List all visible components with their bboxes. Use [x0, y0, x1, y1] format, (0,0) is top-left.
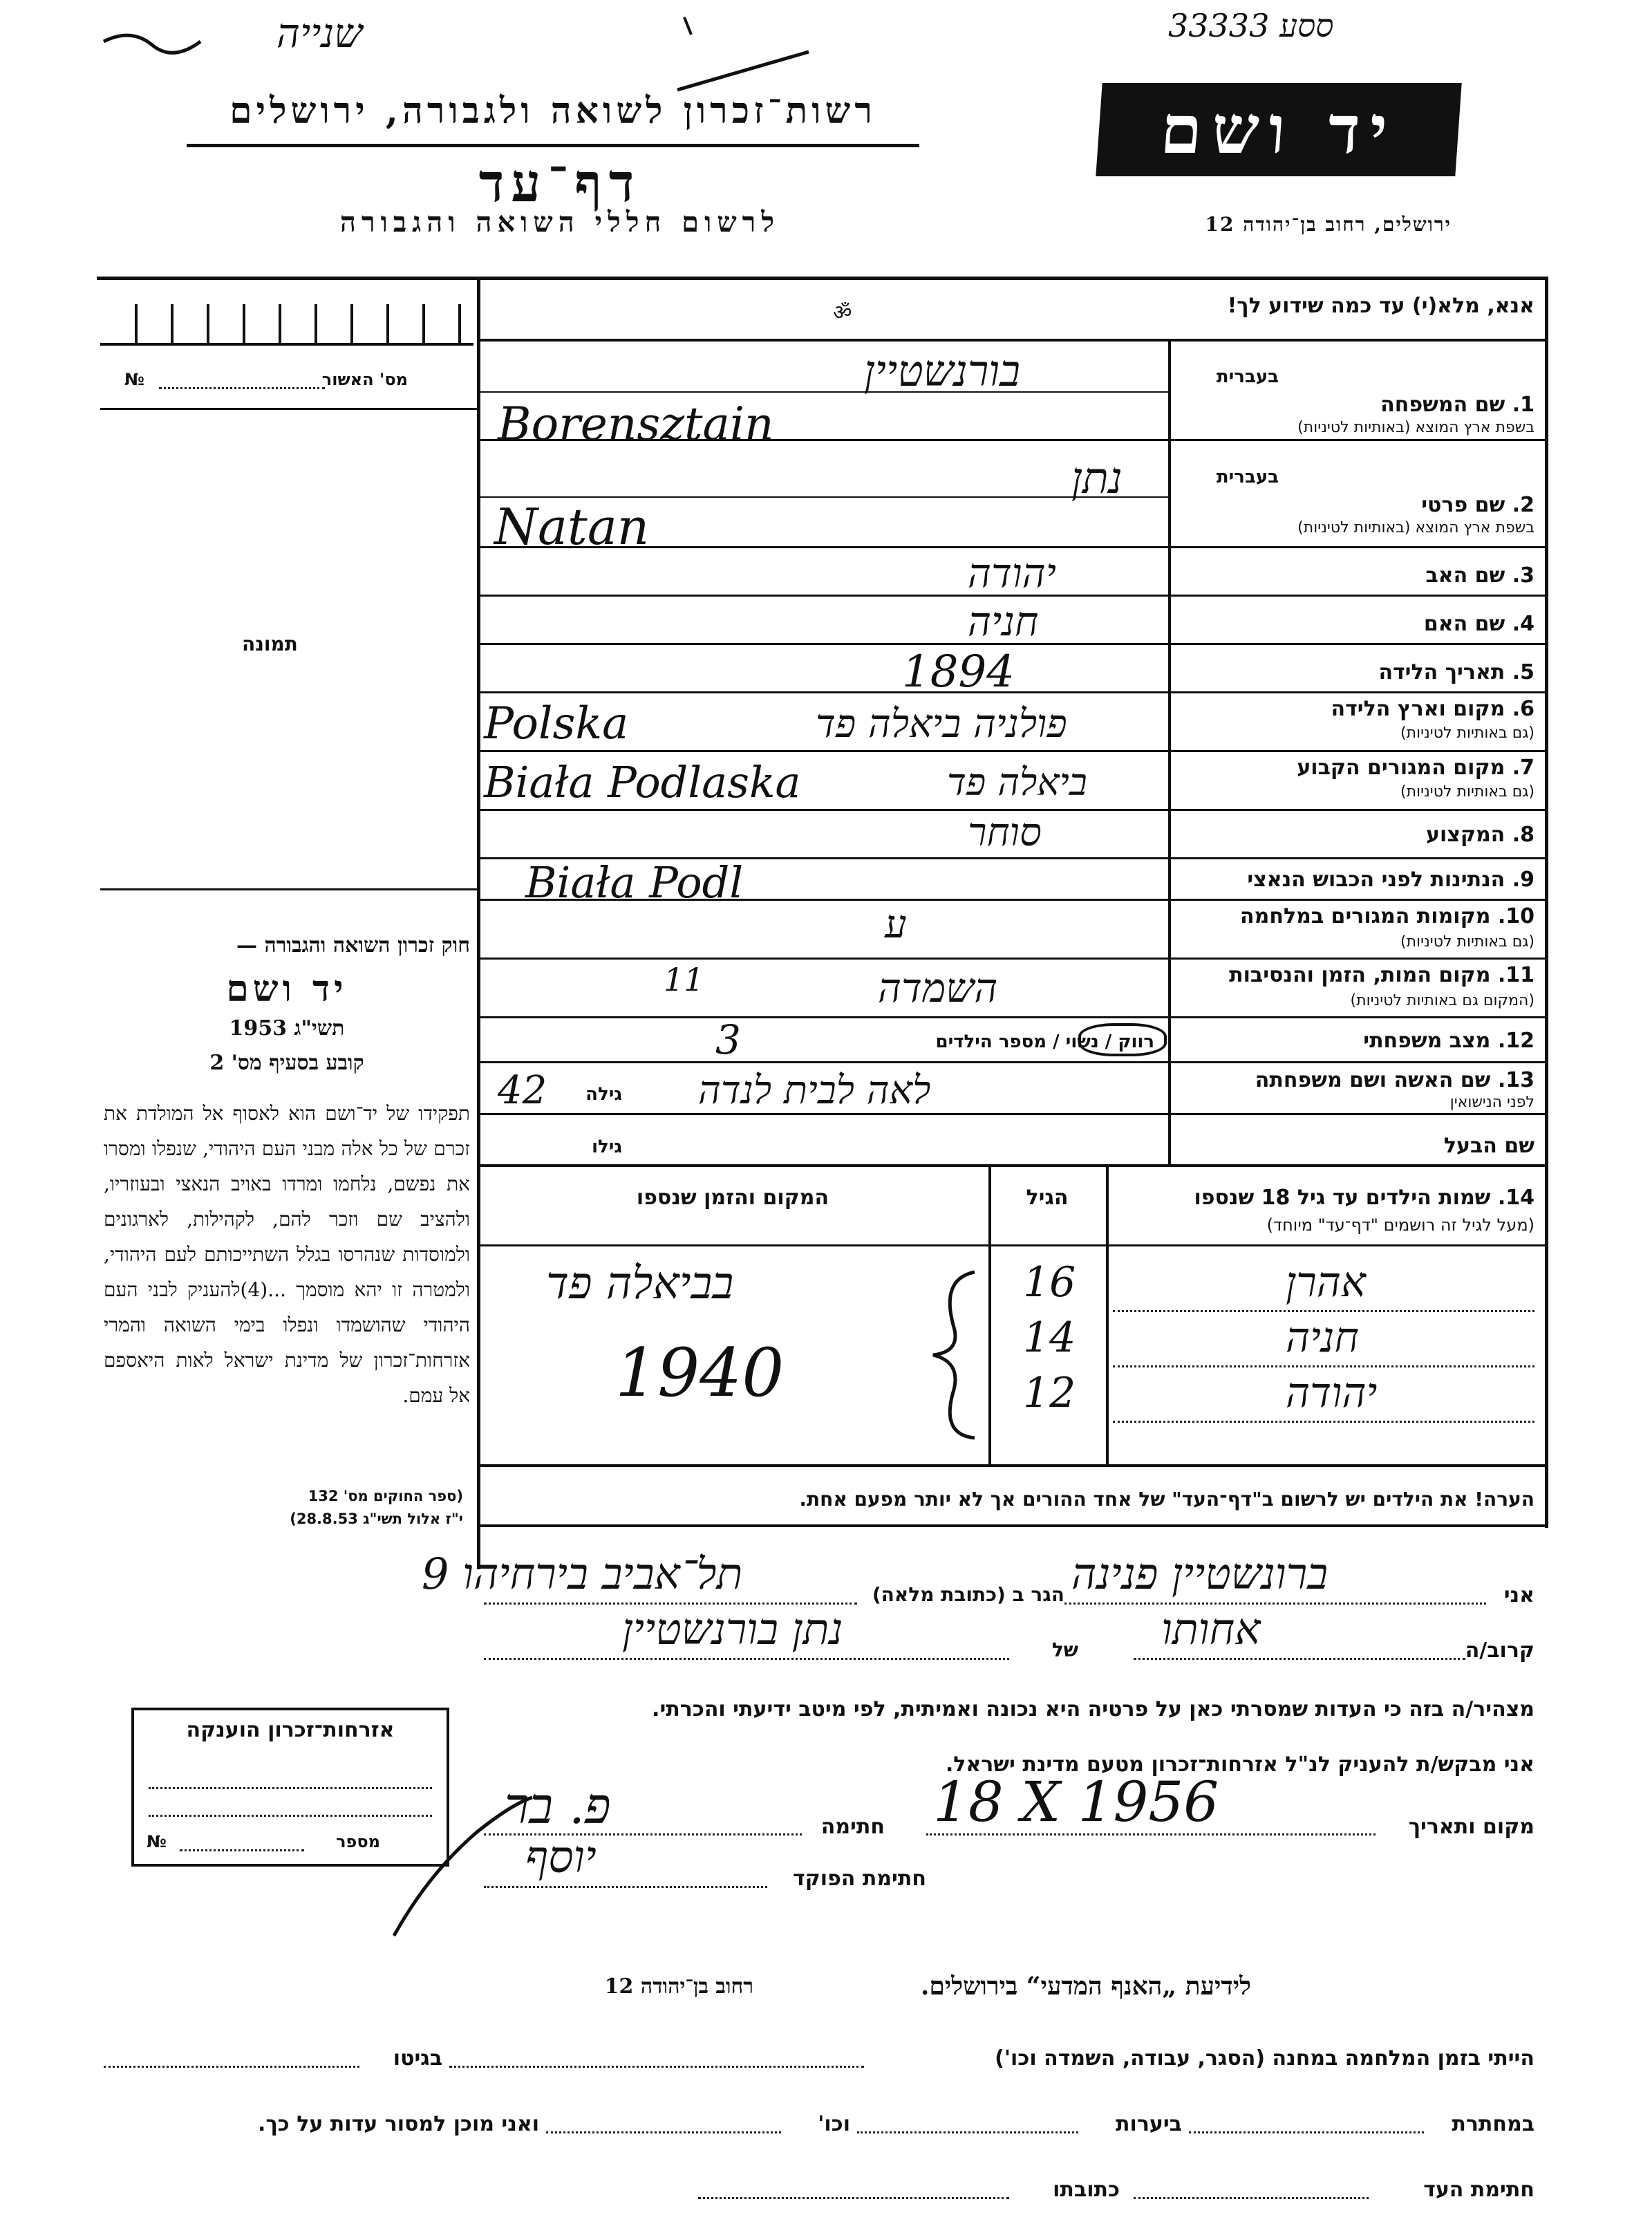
officer-signature-label: חתימת הפוקד — [793, 1867, 926, 1891]
death-place-value[interactable]: השמדה — [878, 964, 998, 1011]
frame-top — [97, 277, 1548, 280]
law-source: (ספר החוקים מס' 132 — [308, 1488, 463, 1504]
residence-hebrew-value[interactable]: ביאלה פד — [947, 760, 1087, 804]
row-line-12 — [480, 1061, 1545, 1063]
children-names-subheader: (מעל לגיל זה רושמים "דף־עד" מיוחד) — [1266, 1215, 1534, 1235]
child-3-name[interactable]: יהודה — [1286, 1369, 1378, 1417]
child-2-name[interactable]: חניה — [1286, 1314, 1359, 1362]
birthplace-sublabel: (גם באותיות לטיניות) — [1400, 725, 1534, 742]
surname-latin-sublabel: בשפת ארץ המוצא (באותיות לטיניות) — [1297, 419, 1534, 436]
residence-latin-value[interactable]: Biała Podlaska — [484, 757, 801, 807]
child-line-1 — [1113, 1310, 1534, 1312]
marital-status-label: 12. מצב משפחתי — [1363, 1029, 1534, 1053]
wife-name-value[interactable]: לאה לבית לנדה — [698, 1068, 931, 1113]
row1-mid-line — [480, 391, 1168, 393]
record-number-mark: № — [124, 370, 144, 389]
father-name-value[interactable]: יהודה — [968, 550, 1056, 597]
residence-sublabel: (גם באותיות לטיניות) — [1400, 783, 1534, 801]
intro-bottom-line — [477, 339, 1548, 342]
relation-line — [1134, 1658, 1465, 1660]
child-2-age[interactable]: 14 — [1023, 1314, 1076, 1362]
top-handwritten-note: שנייה — [276, 10, 363, 57]
birthplace-latin-value[interactable]: Polska — [484, 698, 629, 749]
institution-name: רשות־זכרון לשואה ולגבורה, ירושלים — [229, 90, 876, 132]
law-text: תפקידו של יד־ושם הוא לאסוף אל המולדת את זכרם של כל אלה מבני העם היהודי, שנפלו ומסרו את נפשם, נלחמו ומרדו באויב הנאצי ובעוזריו, ולהציב שם וזכר להם, לקהילות, לארגונים ולמוסדות שנהרסו בגלל השתייכותם לעם היהודי, ולמטרה זו יהא מוסמך ...(4)להעניק לבני העם היהודי שהושמדו ונפלו בימי השואה והמרי אזרחות־זכרון של מדינת ישראל לאות היאספם אל עמם. — [104, 1102, 470, 1407]
surname-hebrew-sublabel: בעברית — [1216, 366, 1279, 387]
footer-ghetto-line[interactable] — [104, 2066, 359, 2068]
children-place-header: המקום והזמן שנספו — [636, 1186, 829, 1210]
footer-etc-label: וכו' — [818, 2112, 850, 2136]
profession-value[interactable]: סוחר — [968, 810, 1042, 855]
birth-date-value[interactable]: 1894 — [902, 646, 1015, 698]
citizenship-line-2 — [149, 1815, 432, 1817]
first-name-hebrew-value[interactable]: נתן — [1071, 453, 1123, 503]
intro-text: אנא, מלא(י) עד כמה שידוע לך! — [1227, 294, 1534, 318]
nationality-label: 9. הנתינות לפני הכבוש הנאצי — [1247, 868, 1534, 892]
declarant-label: אני — [1503, 1583, 1534, 1607]
place-date-value[interactable]: 18 X 1956 — [933, 1770, 1219, 1834]
photo-bottom — [100, 888, 477, 890]
of-value[interactable]: נתן בורנשטיין — [622, 1604, 843, 1654]
row-line-6 — [480, 750, 1545, 752]
citizenship-number-mark: № — [147, 1832, 167, 1851]
wife-age-label: גילה — [585, 1084, 622, 1105]
children-count-value[interactable]: 3 — [715, 1016, 741, 1063]
signature-label: חתימה — [820, 1815, 885, 1839]
law-year: תשי"ג 1953 — [229, 1016, 345, 1040]
children-death-place[interactable]: בביאלה פד — [546, 1258, 734, 1309]
citizenship-box-title: אזרחות־זכרון הוענקה — [186, 1718, 395, 1742]
nationality-value[interactable]: Biała Podl — [525, 857, 744, 908]
surname-latin-value[interactable]: Borensztain — [498, 398, 774, 451]
row-line-10 — [480, 957, 1545, 960]
place-date-label: מקום ותאריך — [1408, 1815, 1534, 1839]
top-scribbles — [90, 14, 836, 97]
intro-mark: ॐ — [833, 301, 852, 325]
wife-age-value[interactable]: 42 — [498, 1068, 547, 1113]
wife-name-label: 13. שם האשה ושם משפחתה — [1255, 1068, 1534, 1092]
husband-name-label: שם הבעל — [1443, 1134, 1534, 1158]
declarant-line — [1064, 1603, 1486, 1605]
footer-witness-signature-label: חתימת העד — [1423, 2178, 1534, 2202]
form-title: דף־עד — [478, 152, 641, 214]
label-column-divider — [1168, 342, 1171, 1164]
law-title: חוק זכרון השואה והגבורה — — [236, 933, 470, 957]
death-place-sublabel: (המקום גם באותיות לטיניות) — [1350, 992, 1534, 1009]
of-label: של — [1051, 1638, 1078, 1661]
residence-label: 7. מקום המגורים הקבוע — [1297, 756, 1534, 780]
header-address: ירושלים, רחוב בן־יהודה 12 — [1205, 213, 1452, 236]
yad-vashem-logo — [1096, 83, 1461, 176]
citizenship-number-line[interactable] — [180, 1849, 304, 1851]
signature-value[interactable]: פ. בר — [505, 1777, 611, 1835]
children-name-divider — [1106, 1167, 1109, 1464]
surname-label: 1. שם המשפחה — [1380, 393, 1534, 417]
footer-underground-line[interactable] — [1189, 2131, 1424, 2133]
child-line-3 — [1113, 1421, 1534, 1423]
relation-label: קרוב/ה — [1465, 1638, 1534, 1663]
wartime-residence-sublabel: (גם באותיות לטיניות) — [1400, 933, 1534, 951]
profession-label: 8. המקצוע — [1426, 823, 1534, 847]
children-age-header: הגיל — [1026, 1186, 1069, 1210]
sidebar-divider — [477, 277, 480, 1569]
footer-witness-signature-line[interactable] — [1134, 2197, 1369, 2199]
first-name-hebrew-sublabel: בעברית — [1216, 467, 1279, 487]
footer-camp-line[interactable] — [449, 2066, 864, 2068]
father-name-label: 3. שם האב — [1425, 563, 1534, 588]
first-name-latin-sublabel: בשפת ארץ המוצא (באותיות לטיניות) — [1297, 519, 1534, 536]
footer-etc-line[interactable] — [546, 2131, 781, 2133]
mother-name-value[interactable]: חניה — [968, 598, 1039, 645]
first-name-label: 2. שם פרטי — [1421, 493, 1534, 517]
first-name-latin-value[interactable]: Natan — [494, 498, 650, 556]
wife-name-sublabel: לפני הנישואין — [1449, 1094, 1534, 1111]
footer-ghetto-label: בגיטו — [393, 2046, 442, 2071]
archive-number-handwritten: 33333 ססע — [1168, 7, 1334, 44]
footer-witness-address-label: כתובתו — [1053, 2178, 1120, 2202]
footer-camp-label: הייתי בזמן המלחמה במחנה (הסגר, עבודה, השמדה וכו') — [995, 2046, 1534, 2071]
photo-label: תמונה — [242, 633, 298, 655]
children-death-date[interactable]: 1940 — [615, 1334, 785, 1412]
of-line — [484, 1658, 1009, 1660]
form-subtitle: לרשום חללי השואה והגבורה — [339, 206, 780, 239]
surname-hebrew-value[interactable]: בורנשטיין — [864, 346, 1021, 396]
declarant-value[interactable]: ברונשטיין פנינה — [1071, 1549, 1329, 1599]
officer-signature-value[interactable]: יוסף — [525, 1832, 597, 1883]
logo-text: יד ושם — [1158, 91, 1400, 169]
child-1-name[interactable]: אהרן — [1286, 1258, 1366, 1307]
mother-name-label: 4. שם האם — [1423, 612, 1534, 636]
relation-value[interactable]: אחותו — [1161, 1604, 1261, 1654]
citizenship-line-1 — [149, 1787, 432, 1789]
birthplace-hebrew-value[interactable]: פולניה ביאלה פד — [816, 702, 1067, 747]
note-bottom-line — [480, 1524, 1548, 1527]
wartime-residence-label: 10. מקומות המגורים במלחמה — [1240, 904, 1534, 928]
death-place-extra-mark: 11 — [664, 961, 704, 998]
footer-underground-label: במחתרת — [1452, 2112, 1534, 2136]
marital-status-options: רווק / נשוי / מספר הילדים — [935, 1031, 1154, 1052]
married-circle-mark — [1078, 1023, 1167, 1056]
child-3-age[interactable]: 12 — [1023, 1369, 1076, 1417]
birthplace-label: 6. מקום וארץ הלידה — [1331, 697, 1534, 721]
declaration-statement: מצהיר/ה בזה כי העדות שמסרתי כאן על פרטיה היא נכונה ואמיתית, לפי מיטב ידיעתי והכרתי. — [652, 1697, 1534, 1721]
law-source-date: י"ז אלול תשי"ג 28.8.53) — [290, 1511, 463, 1527]
record-number-line[interactable] — [159, 387, 325, 389]
children-header-line — [480, 1244, 1545, 1246]
row-line-14 — [480, 1164, 1545, 1167]
children-brace — [926, 1265, 988, 1445]
child-1-age[interactable]: 16 — [1023, 1258, 1076, 1307]
law-name: יד ושם — [226, 968, 348, 1010]
birth-date-label: 5. תאריך הלידה — [1378, 660, 1534, 684]
institution-underline — [187, 144, 919, 147]
citizenship-number-label: מספר — [336, 1832, 380, 1851]
wartime-residence-value[interactable]: ע — [885, 902, 907, 947]
husband-age-label: גילו — [592, 1137, 622, 1157]
footer-testimony-label: ואני מוכן למסור עדות על כך. — [258, 2112, 539, 2136]
footer-for-info: לידיעת „האנף המדעי“ בירושלים. — [920, 1972, 1251, 2001]
row-line-11 — [480, 1016, 1545, 1018]
frame-right — [1545, 277, 1548, 1528]
law-clause: קובע בסעיף מס' 2 — [209, 1051, 364, 1075]
record-number-bottom — [100, 408, 477, 410]
note-text: הערה! את הילדים יש לרשום ב"דף־העד" של אחד ההורים אך לא יותר מפעם אחת. — [799, 1488, 1534, 1511]
footer-forests-label: ביערות — [1116, 2112, 1182, 2136]
declaration-request: אני מבקש/ת להעניק לנ"ל אזרחות־זכרון מטעם מדינת ישראל. — [945, 1753, 1534, 1777]
footer-forests-line[interactable] — [857, 2131, 1078, 2133]
sidebar-comb — [100, 283, 473, 346]
child-line-2 — [1113, 1365, 1534, 1367]
record-number-label: מס' האשור — [321, 370, 408, 389]
footer-address: רחוב בן־יהודה 12 — [604, 1974, 753, 1999]
death-place-label: 11. מקום המות, הזמן והנסיבות — [1229, 963, 1534, 987]
row-line-13 — [480, 1113, 1545, 1115]
children-names-header: 14. שמות הילדים עד גיל 18 שנספו — [1194, 1186, 1534, 1210]
address-label: הגר ב (כתובת מלאה) — [872, 1583, 1064, 1606]
address-value[interactable]: תל־אביב בירחיהו 9 — [422, 1549, 743, 1599]
children-age-divider-right — [988, 1167, 991, 1464]
children-bottom-line — [480, 1464, 1545, 1467]
footer-witness-address-line[interactable] — [698, 2197, 1009, 2199]
